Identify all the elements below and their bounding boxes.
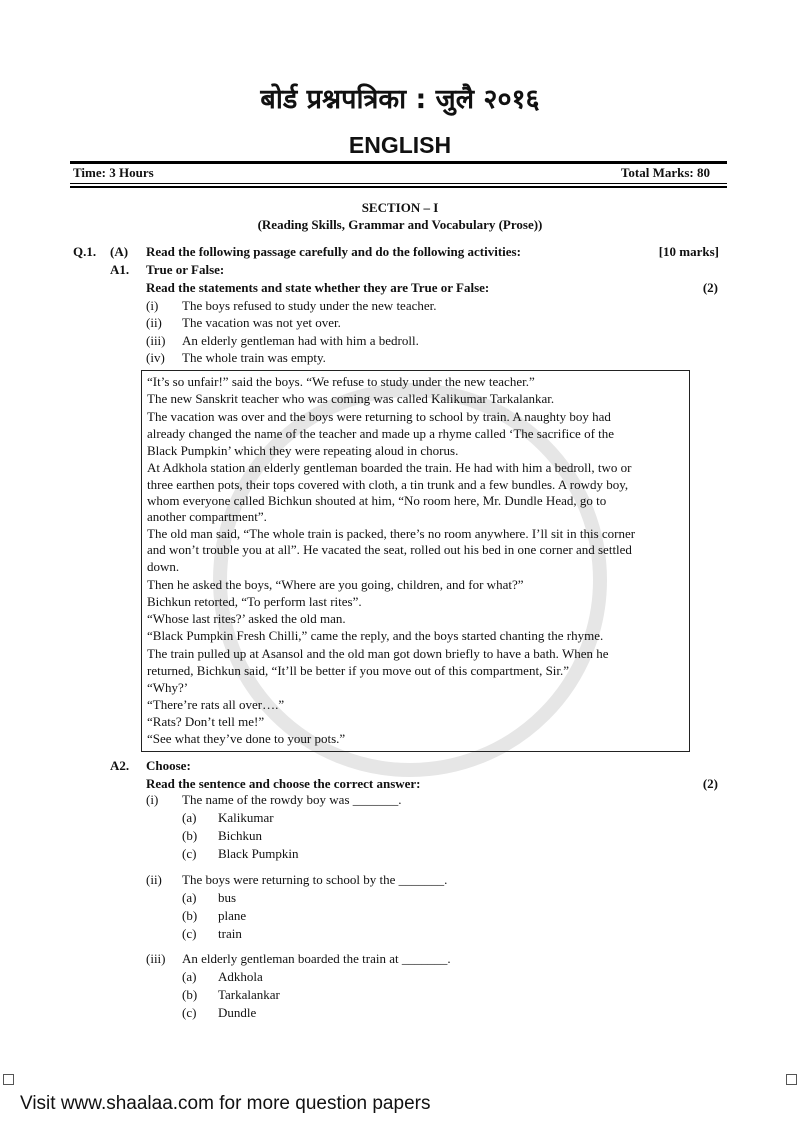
option-label: (c) [182,926,197,941]
passage-line: Then he asked the boys, “Where are you going, children, and for what?” [147,577,524,592]
passage-line: another compartment”. [147,509,267,524]
time-label: Time: 3 Hours [73,165,154,180]
question-part: (A) [110,244,129,259]
option-label: (b) [182,987,198,1002]
question-number: (ii) [146,872,162,887]
passage-line: whom everyone called Bichkun shouted at him, “No room here, Mr. Dundle Head, go to [147,493,607,508]
option-text: Kalikumar [218,810,274,825]
passage-line: “Whose last rites?’ asked the old man. [147,611,346,626]
statement-text: An elderly gentleman had with him a bedroll. [182,332,419,348]
option-text: Black Pumpkin [218,846,299,861]
option-label: (a) [182,810,197,825]
footer-link[interactable]: Visit www.shaalaa.com for more question papers [20,1093,431,1114]
passage-line: “There’re rats all over….” [147,697,285,712]
passage-line: Black Pumpkin’ which they were repeating aloud in chorus. [147,443,459,458]
activity-label: A2. [110,758,130,773]
corner-mark [786,1074,797,1085]
question-marks: [10 marks] [658,244,719,259]
statement-text: The whole train was empty. [182,349,326,365]
passage-line: already changed the name of the teacher and made up a rhyme called ‘The sacrifice of the [147,426,615,441]
option-label: (a) [182,969,197,984]
passage-line: “Black Pumpkin Fresh Chilli,” came the reply, and the boys started chanting the rhyme. [147,628,604,643]
passage-line: down. [147,559,180,574]
activity-marks: (2) [702,280,718,295]
passage-line: “It’s so unfair!” said the boys. “We refuse to study under the new teacher.” [147,374,535,389]
option-label: (c) [182,846,197,861]
question-number: (i) [146,792,159,807]
passage-line: and won’t trouble you at all”. He vacated the seat, rolled out his bed in one corner and settled [147,542,632,557]
option-label: (a) [182,890,197,905]
option-text: bus [218,890,237,905]
passage-line: The new Sanskrit teacher who was coming was called Kalikumar Tarkalankar. [147,391,555,406]
passage-line: The old man said, “The whole train is packed, there’s no room anywhere. I’ll sit in this corner [147,526,636,541]
statement-number: (i) [146,298,159,313]
section-title: SECTION – I [361,200,439,215]
passage-line: The train pulled up at Asansol and the old man got down briefly to have a bath. When he [147,646,609,661]
divider [70,183,727,184]
option-label: (b) [182,908,198,923]
section-subtitle: (Reading Skills, Grammar and Vocabulary (Prose)) [257,217,543,232]
divider [70,161,727,164]
activity-marks: (2) [702,776,718,791]
passage-line: “See what they’ve done to your pots.” [147,731,346,746]
passage-line: “Rats? Don’t tell me!” [147,714,265,729]
activity-instruction: Read the statements and state whether they are True or False: [146,280,490,295]
passage-line: At Adkhola station an elderly gentleman boarded the train. He had with him a bedroll, two or [147,460,632,475]
question-instruction: Read the following passage carefully and do the following activities: [146,244,521,259]
option-text: Dundle [218,1005,257,1020]
subject-title: ENGLISH [348,132,452,158]
option-text: Adkhola [218,969,263,984]
statement-text: The vacation was not yet over. [182,315,341,331]
option-text: train [218,926,242,941]
activity-label: A1. [110,262,130,277]
statement-number: (iii) [146,332,166,348]
passage-line: Bichkun retorted, “To perform last rites”. [147,594,362,609]
question-text: The boys were returning to school by the _______. [182,872,448,887]
option-text: plane [218,908,247,923]
corner-mark [3,1074,14,1085]
statement-text: The boys refused to study under the new teacher. [182,298,437,313]
divider [70,186,727,188]
question-text: The name of the rowdy boy was _______. [182,792,402,807]
board-paper-title: बोर्ड प्रश्नपत्रिका : जुलै २०१६ [260,84,540,115]
activity-instruction: Read the sentence and choose the correct answer: [146,776,421,791]
question-text: An elderly gentleman boarded the train at _______. [182,951,451,966]
option-label: (b) [182,828,198,843]
option-text: Bichkun [218,828,263,843]
option-text: Tarkalankar [218,987,280,1002]
statement-number: (iv) [146,349,165,365]
statement-number: (ii) [146,315,162,331]
question-number: Q.1. [73,244,97,259]
passage-line: returned, Bichkun said, “It’ll be better if you move out of this compartment, Sir.” [147,663,570,678]
question-number: (iii) [146,951,166,966]
passage-line: “Why?’ [147,680,189,695]
option-label: (c) [182,1005,197,1020]
activity-title: True or False: [146,262,225,277]
passage-line: three earthen pots, their tops covered with cloth, a tin trunk and a few bundles. A rowdy boy, [147,477,629,492]
total-marks-label: Total Marks: 80 [620,165,710,180]
passage-line: The vacation was over and the boys were returning to school by train. A naughty boy had [147,409,611,424]
activity-title: Choose: [146,758,191,773]
